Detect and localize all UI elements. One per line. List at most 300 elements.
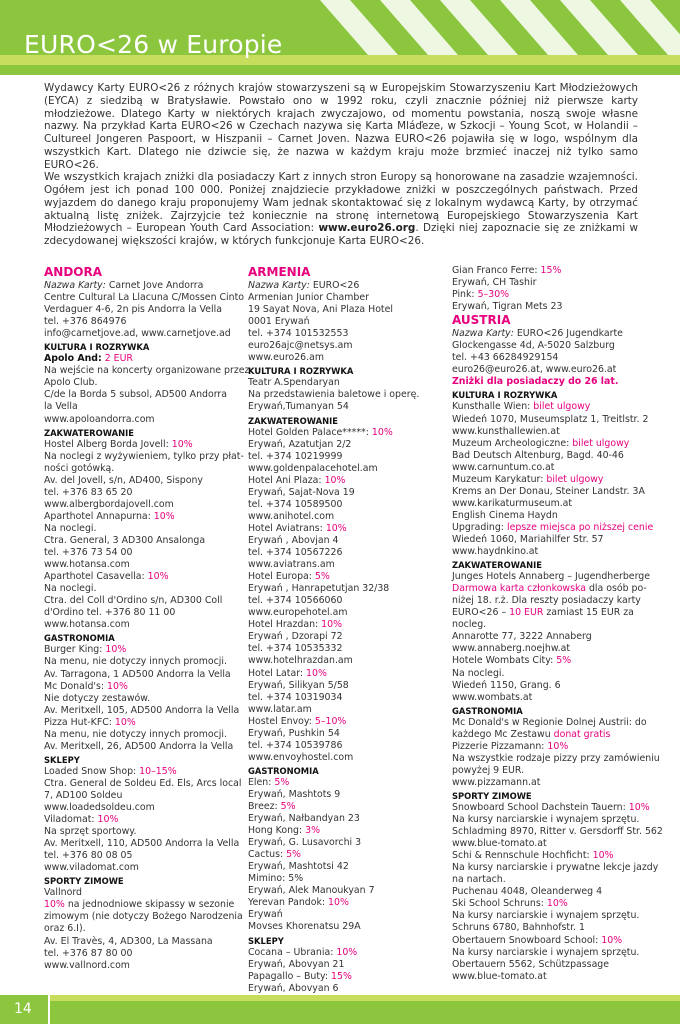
listing-segment: lepsze miejsca po niższej cenie <box>503 521 654 533</box>
listing-segment: www.apoloandorra.com <box>44 413 155 425</box>
listing-segment: info@carnetjove.ad, www.carnetjove.ad <box>44 328 231 340</box>
listing-line <box>452 935 642 947</box>
listing-segment: tel. +43 66284929154 <box>452 352 559 364</box>
listing-segment: tel. +376 83 65 20 <box>44 486 133 498</box>
listing-segment: Av. El Travès, 4, AD300, La Massana <box>44 935 213 947</box>
listing-segment: Na noclegi. <box>452 667 505 679</box>
listing-line <box>44 583 230 595</box>
listing-segment: www.euro26.am <box>248 352 325 364</box>
listing-segment: Erywań, Alek Manoukyan 7 <box>248 885 375 897</box>
listing-segment: Schi & Rennschule Hochficht: <box>452 850 590 862</box>
listing-line <box>44 377 230 389</box>
listing-line <box>452 571 650 583</box>
listing-line <box>452 485 645 498</box>
listing-line <box>452 814 642 826</box>
listing-line <box>44 766 230 778</box>
listing-line <box>248 571 434 583</box>
listing-segment: www.carnuntum.co.at <box>452 461 555 473</box>
listing-segment: Erywań, Abovyan 21 <box>248 958 345 970</box>
listing-line <box>248 304 434 316</box>
page-title: EURO<26 w Europie <box>24 30 283 59</box>
listing-segment: Schladming 8970, Ritter v. Gersdorff Str. 562 <box>452 826 663 838</box>
listing-segment: Na menu, nie dotyczy innych promocji. <box>44 728 227 740</box>
listing-segment: Burger King: <box>44 644 103 656</box>
listing-line <box>452 692 642 704</box>
listing-line <box>248 451 434 463</box>
listing-segment: 15% <box>328 970 352 982</box>
listing-segment: www.annaberg.noejhw.at <box>452 643 571 655</box>
listing-segment: 10% <box>333 946 358 958</box>
listing-line <box>452 910 642 922</box>
listing-segment: 10% <box>322 522 347 534</box>
listing-line <box>248 983 434 995</box>
listing-line <box>452 874 642 886</box>
listing-segment: nocleg. <box>452 619 487 631</box>
listing-segment: www.pizzamann.at <box>452 776 541 788</box>
listing-segment: zamiast 15 EUR za <box>543 607 634 619</box>
listing-segment: Zniżki dla posiadaczy do 26 lat. <box>452 376 619 388</box>
listing-line <box>452 959 642 971</box>
listing-segment: Snowboard School Dachstein Tauern: <box>452 802 626 814</box>
country-heading <box>248 265 434 279</box>
listing-line <box>44 717 230 729</box>
listing-segment: 7, AD100 Soldeu <box>44 789 123 801</box>
listing-segment: Ctra. del Coll d'Ordino s/n, AD300 Coll <box>44 595 223 607</box>
listing-segment: Erywań , Abovjan 4 <box>248 534 339 546</box>
listing-line <box>452 668 642 680</box>
listing-segment: Pizzerie Pizzamann: <box>452 740 545 752</box>
listing-line <box>452 265 642 277</box>
listing-segment: Wiedeń 1070, Museumsplatz 1, Treitlstr. 2 <box>452 413 649 425</box>
listing-line <box>452 498 642 510</box>
listing-segment: tel. +374 10539786 <box>248 739 343 751</box>
listing-line <box>44 353 230 365</box>
listing-line <box>248 535 434 547</box>
listing-segment: Wiedeń 1060, Mariahilfer Str. 57 <box>452 533 604 545</box>
listing-segment: Hostel Envoy: <box>248 715 312 727</box>
category-heading <box>452 389 642 401</box>
listing-segment: dla osób po- <box>586 583 647 595</box>
listing-segment: tel. +376 73 54 00 <box>44 547 133 559</box>
listing-line <box>44 911 243 923</box>
listing-line <box>44 693 230 705</box>
listing-line <box>452 850 642 862</box>
listing-segment: 10% <box>544 740 569 752</box>
listing-segment: 10% <box>44 899 65 911</box>
listing-segment: tel. +374 10535332 <box>248 643 343 655</box>
listing-line <box>452 922 642 934</box>
listing-segment: Erywań, Silikyan 5/58 <box>248 679 349 691</box>
listing-segment: Na kursy narciarskie i wynajem sprzętu. <box>452 910 640 922</box>
listing-line <box>44 607 230 619</box>
category-heading <box>248 415 434 427</box>
listing-line <box>248 655 434 667</box>
listing-segment: Hotel Aviatrans: <box>248 522 323 534</box>
stripe-5 <box>560 0 638 55</box>
listing-line <box>248 885 434 897</box>
listing-line <box>44 790 230 802</box>
category-heading <box>452 790 642 802</box>
stripe-4 <box>500 0 578 55</box>
listing-segment: 2 EUR <box>101 353 133 365</box>
listing-segment: 10% <box>102 644 127 656</box>
listing-segment: SKLEPY <box>248 935 284 946</box>
stripe-3 <box>440 0 518 55</box>
listing-line <box>452 583 647 595</box>
listing-line <box>44 280 230 292</box>
listing-segment: Apolo Club. <box>44 377 98 389</box>
listing-line <box>44 923 230 935</box>
listing-segment: Puchenau 4048, Oleanderweg 4 <box>452 886 603 898</box>
listing-line <box>44 802 230 814</box>
intro-paragraph-1: Wydawcy Karty EURO<26 z różnych krajów stowarzyszeni są w Europejskim Stowarzyszeniu Kart Młodzieżowych (EYCA) z siedzibą w Bratysławie. Powstało ono w 1992 roku, czyli znacznie później niż pierwsze karty młodzieżowe. Dlatego Karty w niektórych krajach zwyczajowo, od momentu powstania, noszą swoje własne nazwy. Na przykład Karta EURO<26 w Czechach nazywa się Karta Mláďeze, w Szkocji – Young Scot, w Holandii – Cultureel Jongeren Paspoort, w Hiszpanii – Carnet Joven. Nazwa EURO<26 pojawiła się w logo, wspólnym dla wszystkich Kart. Dlatego nie dziwcie się, że nazwa w każdym kraju może brzmieć inaczej niż tylko samo EURO<26. <box>44 82 638 171</box>
listing-segment: Erywań, CH Tashir <box>452 277 537 289</box>
listing-segment: ZAKWATEROWANIE <box>44 427 134 438</box>
listing-segment: Bad Deutsch Altenburg, Bagd. 40-46 <box>452 449 624 461</box>
listing-line <box>248 947 434 959</box>
listing-segment: Na wszystkie rodzaje pizzy przy zamówieniu <box>452 752 660 764</box>
listing-line <box>44 948 230 960</box>
country-heading <box>452 313 642 327</box>
page-number: 14 <box>14 1001 32 1017</box>
listing-segment: Apolo And: <box>44 353 102 365</box>
listing-segment: Na kursy narciarskie i wynajem sprzętu. <box>452 814 640 826</box>
listing-line <box>248 959 434 971</box>
listing-segment: 10% <box>625 802 650 814</box>
listing-segment: 10% <box>150 510 175 522</box>
listing-segment: Junges Hotels Annaberg – Jugendherberge <box>452 571 650 583</box>
listing-line <box>44 595 230 607</box>
listing-segment: Erywań,Tumanyan 54 <box>248 401 349 413</box>
listing-segment: www.anihotel.com <box>248 510 335 522</box>
listing-segment: www.wombats.at <box>452 691 533 703</box>
header-banner <box>0 0 680 75</box>
listing-segment: 3% <box>302 825 320 837</box>
listing-segment: 10–15% <box>136 765 177 777</box>
listing-line <box>44 960 230 972</box>
listing-segment: SPORTY ZIMOWE <box>44 876 124 887</box>
listing-segment: Na kursy narciarskie i prywatne lekcje jazdy <box>452 862 659 874</box>
country-heading <box>44 265 230 279</box>
listing-segment: 15% <box>537 265 562 276</box>
listing-segment: tel. +376 80 08 05 <box>44 850 133 862</box>
listing-segment: www.vallnord.com <box>44 959 130 971</box>
listing-line <box>452 777 642 789</box>
listing-segment: tel. +374 101532553 <box>248 328 349 340</box>
listing-segment: Av. Meritxell, 26, AD500 Andorra la Vella <box>44 740 234 752</box>
listing-line <box>44 850 230 862</box>
listing-segment: Glockengasse 4d, A-5020 Salzburg <box>452 340 615 352</box>
listing-segment: www.europehotel.am <box>248 607 348 619</box>
stripe-2 <box>380 0 458 55</box>
listing-line <box>452 655 642 667</box>
listing-line <box>248 849 434 861</box>
listing-segment: Movses Khorenatsu 29A <box>248 921 361 933</box>
listing-line <box>248 668 434 680</box>
listing-segment: Av. del Jovell, s/n, AD400, Sispony <box>44 474 203 486</box>
listing-line <box>248 389 434 401</box>
listing-line <box>452 741 642 753</box>
listing-line <box>248 280 434 292</box>
listing-line <box>248 801 434 813</box>
listing-segment: ANDORA <box>44 265 103 279</box>
listing-line <box>452 426 642 438</box>
listing-line <box>248 813 434 825</box>
listing-segment: 10% <box>368 426 393 438</box>
listing-line <box>452 462 642 474</box>
listing-line <box>248 328 434 340</box>
listing-segment: www.viladomat.com <box>44 862 139 874</box>
listing-line <box>248 873 434 885</box>
listing-segment: 10% <box>94 814 119 826</box>
listing-line <box>248 716 434 728</box>
listing-segment: Hotel Ani Plaza: <box>248 474 322 486</box>
listing-line <box>452 376 642 388</box>
intro-text <box>44 82 638 248</box>
listing-line <box>452 643 642 655</box>
listing-line <box>248 752 434 764</box>
column-armenia <box>248 265 434 995</box>
listing-line <box>452 364 642 376</box>
listing-segment: Nazwa Karty: <box>452 328 514 340</box>
column-austria <box>452 265 663 983</box>
category-heading <box>44 754 230 766</box>
listing-line <box>44 304 230 316</box>
listing-line <box>452 765 642 777</box>
listing-segment: Pink: <box>452 289 475 301</box>
listing-segment: www.kunsthallewien.at <box>452 425 560 437</box>
listing-line <box>44 292 244 304</box>
listing-segment: www.latar.am <box>248 703 312 715</box>
listing-line <box>452 510 642 522</box>
listing-line <box>248 559 434 571</box>
listing-segment: Erywań, Pushkin 54 <box>248 727 340 739</box>
listing-segment: Na menu, nie dotyczy innych promocji. <box>44 656 227 668</box>
listing-segment: Erywań, Mashtotsi 42 <box>248 861 349 873</box>
listing-segment: Na noclegi z wyżywieniem, tylko przy płat- <box>44 450 244 462</box>
listing-line <box>44 439 230 451</box>
listing-line <box>44 669 230 681</box>
listing-segment: Na przedstawienia baletowe i operę. <box>248 389 420 401</box>
listing-segment: Yerevan Pandok: <box>248 897 326 909</box>
listing-line <box>452 352 642 364</box>
listing-segment: Erywań <box>248 909 283 921</box>
listing-segment: www.loadedsoldeu.com <box>44 802 155 814</box>
listing-segment: Upgrading: <box>452 521 504 533</box>
category-heading <box>44 632 230 644</box>
listing-segment: tel. +374 10319034 <box>248 691 343 703</box>
listing-line <box>452 301 642 313</box>
listing-line <box>248 547 434 559</box>
listing-line <box>44 328 230 340</box>
listing-line <box>248 607 434 619</box>
listing-segment: bilet ulgowy <box>543 473 604 485</box>
listing-segment: Nie dotyczy zestawów. <box>44 692 151 704</box>
listing-segment: euro26ajc@netsys.am <box>248 340 353 352</box>
listing-line <box>452 729 642 741</box>
listing-line <box>248 740 434 752</box>
column-andora <box>44 265 250 972</box>
listing-line <box>44 740 234 753</box>
listing-segment: Obertauern 5562, Schützpassage <box>452 958 610 970</box>
listing-line <box>44 838 240 850</box>
listing-line <box>452 886 642 898</box>
listing-line <box>44 389 230 401</box>
footer-bar <box>0 995 680 1024</box>
listing-line <box>44 559 230 571</box>
listing-line <box>248 583 434 595</box>
listing-segment: www.hotelhrazdan.am <box>248 655 353 667</box>
listing-segment: www.karikaturmuseum.at <box>452 497 573 509</box>
listing-line <box>44 316 230 328</box>
listing-segment: Elen: <box>248 776 272 788</box>
listing-segment: powyżej 9 EUR. <box>452 764 525 776</box>
listing-line <box>44 936 230 948</box>
listing-segment: 10% <box>303 667 327 679</box>
listing-line <box>248 499 434 511</box>
listing-line <box>44 814 230 826</box>
listing-segment: Erywań, Mashtots 9 <box>248 788 341 800</box>
listing-segment: Erywań, Sajat-Nova 19 <box>248 486 355 498</box>
listing-segment: Teatr A.Spendaryan <box>248 377 340 389</box>
listing-segment: www.blue-tomato.at <box>452 970 547 982</box>
listing-segment: Muzeum Archeologiczne: <box>452 437 570 449</box>
listing-line <box>452 521 654 534</box>
listing-line <box>452 450 642 462</box>
listing-segment: SKLEPY <box>44 754 80 765</box>
listing-segment: GASTRONOMIA <box>44 633 115 644</box>
listing-line <box>452 716 647 729</box>
listing-segment: SPORTY ZIMOWE <box>452 790 532 801</box>
listing-line <box>248 728 434 740</box>
listing-line <box>44 826 230 838</box>
listing-segment: tel. +376 864976 <box>44 316 127 328</box>
intro-paragraph-2 <box>44 171 638 248</box>
category-heading <box>248 935 434 947</box>
listing-segment: Pizza Hut-KFC: <box>44 716 112 728</box>
listing-segment: Schruns 6780, Bahnhofstr. 1 <box>452 922 585 934</box>
listing-segment: donat gratis <box>550 728 611 740</box>
listing-segment: Mc Donald's: <box>44 680 105 692</box>
listing-line <box>248 511 434 523</box>
listing-line <box>452 826 663 838</box>
listing-segment: tel. +374 10589500 <box>248 498 343 510</box>
listing-segment: Vallnord <box>44 887 82 899</box>
listing-segment: Na sprzęt sportowy. <box>44 826 137 838</box>
listing-segment: EURO<26 Jugendkarte <box>513 328 623 340</box>
listing-segment: Erywań, Tigran Mets 23 <box>452 301 563 313</box>
listing-segment: C/de la Borda 5 subsol, AD500 Andorra <box>44 389 228 401</box>
listing-line <box>452 413 649 426</box>
listing-segment: zimowym (nie dotyczy Bożego Narodzenia <box>44 911 243 923</box>
listing-line <box>248 777 434 789</box>
listing-segment: Erywań, Abovyan 6 <box>248 982 339 994</box>
listing-line <box>452 898 642 910</box>
listing-segment: Loaded Snow Shop: <box>44 765 137 777</box>
listing-line <box>44 487 230 499</box>
listing-line <box>44 475 230 487</box>
listing-segment: d'Ordino tel. +376 80 11 00 <box>44 607 176 619</box>
listing-segment: Obertauern Snowboard School: <box>452 934 599 946</box>
listing-line <box>452 838 642 850</box>
listing-segment: Erywań, Azatutjan 2/2 <box>248 438 352 450</box>
listing-line <box>248 921 434 933</box>
listing-segment: Nazwa Karty: <box>44 280 106 291</box>
listing-segment: Na noclegi. <box>44 522 97 534</box>
listing-segment: www.hotansa.com <box>44 619 130 631</box>
listing-segment: 5% <box>271 776 290 788</box>
listing-segment: www.aviatrans.am <box>248 559 335 571</box>
listing-segment: Hotel Europa: <box>248 571 312 583</box>
listing-line <box>248 475 434 487</box>
listing-segment: www.hotansa.com <box>44 559 130 571</box>
listing-line <box>452 802 650 814</box>
listing-line <box>44 704 240 717</box>
listing-segment: na jednodniowe skipassy w sezonie <box>64 899 235 911</box>
listing-line <box>248 704 434 716</box>
category-heading <box>248 765 434 777</box>
listing-line <box>44 463 230 475</box>
listing-line <box>452 401 642 413</box>
listing-line <box>248 340 434 352</box>
eyca-link[interactable]: www.euro26.org <box>318 222 416 235</box>
listing-segment: 10% <box>104 680 128 692</box>
listing-line <box>44 499 230 511</box>
category-heading <box>44 875 230 887</box>
listing-segment: euro26@euro26.at, www.euro26.at <box>452 364 617 376</box>
listing-line <box>248 401 434 413</box>
listing-line <box>44 365 250 377</box>
listing-segment: Ctra. General de Soldeu Ed. Els, Arcs local <box>44 777 242 789</box>
listing-segment: Mc Donald's w Regionie Dolnej Austrii: do <box>452 716 647 728</box>
listing-segment: KULTURA I ROZRYWKA <box>44 342 150 353</box>
listing-segment: Av. Meritxell, 105, AD500 Andorra la Vella <box>44 704 240 716</box>
listing-line <box>44 535 230 547</box>
listing-line <box>248 377 434 389</box>
listing-line <box>248 631 434 643</box>
listing-line <box>248 316 434 328</box>
listing-line <box>44 887 230 899</box>
stripe-1 <box>320 0 398 55</box>
listing-segment: Na kursy narciarskie i wynajem sprzętu. <box>452 946 640 958</box>
listing-line <box>44 523 230 535</box>
listing-segment: tel. +374 10567226 <box>248 547 343 559</box>
listing-line <box>452 328 642 340</box>
listing-segment: 10% <box>111 716 136 728</box>
listing-line <box>44 862 230 874</box>
listing-line <box>248 680 434 692</box>
listing-segment: Hotel Latar: <box>248 667 304 679</box>
listing-segment: Hotel Golden Palace*****: <box>248 426 369 438</box>
listing-line <box>452 680 642 692</box>
listing-line <box>248 692 434 704</box>
listing-line <box>452 474 642 486</box>
listing-segment: ARMENIA <box>248 265 311 279</box>
listing-segment: bilet ulgowy <box>530 401 591 413</box>
listing-segment: Erywań, Nałbandyan 23 <box>248 813 360 825</box>
listing-segment: 19 Sayat Nova, Ani Plaza Hotel <box>248 304 393 316</box>
listing-segment: Viladomat: <box>44 814 95 826</box>
listing-line <box>248 861 434 873</box>
listing-segment: Cocana – Ubrania: <box>248 946 334 958</box>
listing-line <box>452 619 642 631</box>
listing-segment: 5% <box>283 849 301 861</box>
listing-segment: Hotele Wombats City: <box>452 655 554 667</box>
listing-line <box>452 631 642 643</box>
listing-segment: 10% <box>144 571 169 583</box>
listing-segment: Hotel Hrazdan: <box>248 619 319 631</box>
listing-segment: oraz 6.I). <box>44 923 86 935</box>
